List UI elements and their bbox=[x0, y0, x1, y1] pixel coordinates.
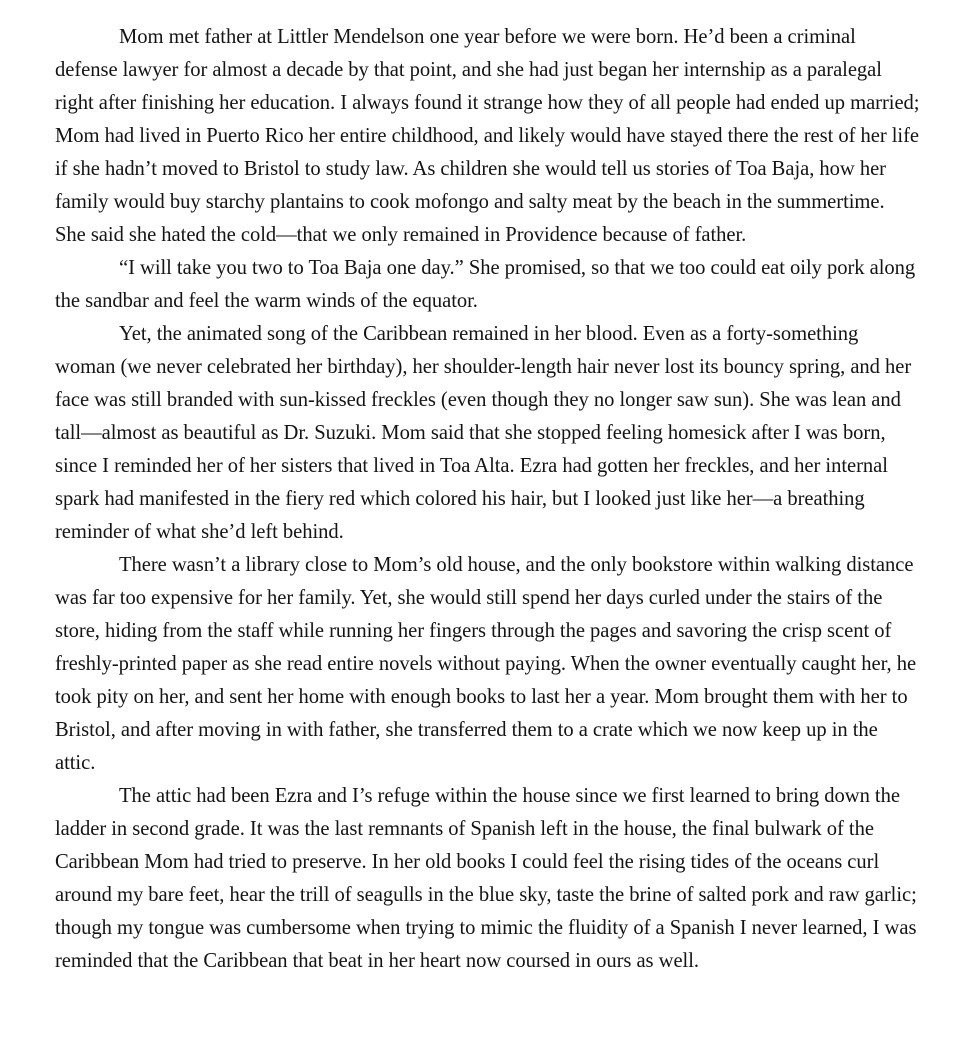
paragraph-1: Mom met father at Littler Mendelson one year before we were born. He’d been a criminal defense lawyer for almost a decade by that point, and she had just began her internship as a paralegal right after finishing her education. I always found it strange how they of all people had ended up married; Mom had lived in Puerto Rico her entire childhood, and likely would have stayed there the rest of her life if she hadn’t moved to Bristol to study law. As children she would tell us stories of Toa Baja, how her family would buy starchy plantains to cook mofongo and salty meat by the beach in the summertime. She said she hated the cold—that we only remained in Providence because of father. bbox=[55, 26, 920, 246]
paragraph-4: There wasn’t a library close to Mom’s old house, and the only bookstore within walking distance was far too expensive for her family. Yet, she would still spend her days curled under the stairs of the store, hiding from the staff while running her fingers through the pages and savoring the crisp scent of freshly-printed paper as she read entire novels without paying. When the owner eventually caught her, he took pity on her, and sent her home with enough books to last her a year. Mom brought them with her to Bristol, and after moving in with father, she transferred them to a crate which we now keep up in the attic. bbox=[55, 554, 917, 774]
paragraph-3: Yet, the animated song of the Caribbean remained in her blood. Even as a forty-something woman (we never celebrated her birthday), her shoulder-length hair never lost its bouncy spring, and her face was still branded with sun-kissed freckles (even though they no longer saw sun). She was lean and tall—almost as beautiful as Dr. Suzuki. Mom said that she stopped feeling homesick after I was born, since I reminded her of her sisters that lived in Toa Alta. Ezra had gotten her freckles, and her internal spark had manifested in the fiery red which colored his hair, but I looked just like her—a breathing reminder of what she’d left behind. bbox=[55, 323, 912, 543]
paragraph-2: “I will take you two to Toa Baja one day.” She promised, so that we too could eat oily pork along the sandbar and feel the warm winds of the equator. bbox=[55, 257, 916, 312]
paragraph-5: The attic had been Ezra and I’s refuge within the house since we first learned to bring down the ladder in second grade. It was the last remnants of Spanish left in the house, the final bulwark of the Caribbean Mom had tried to preserve. In her old books I could feel the rising tides of the oceans curl around my bare feet, hear the trill of seagulls in the blue sky, taste the brine of salted pork and raw garlic; though my tongue was cumbersome when trying to mimic the fluidity of a Spanish I never learned, I was reminded that the Caribbean that beat in her heart now coursed in ours as well. bbox=[55, 785, 917, 972]
